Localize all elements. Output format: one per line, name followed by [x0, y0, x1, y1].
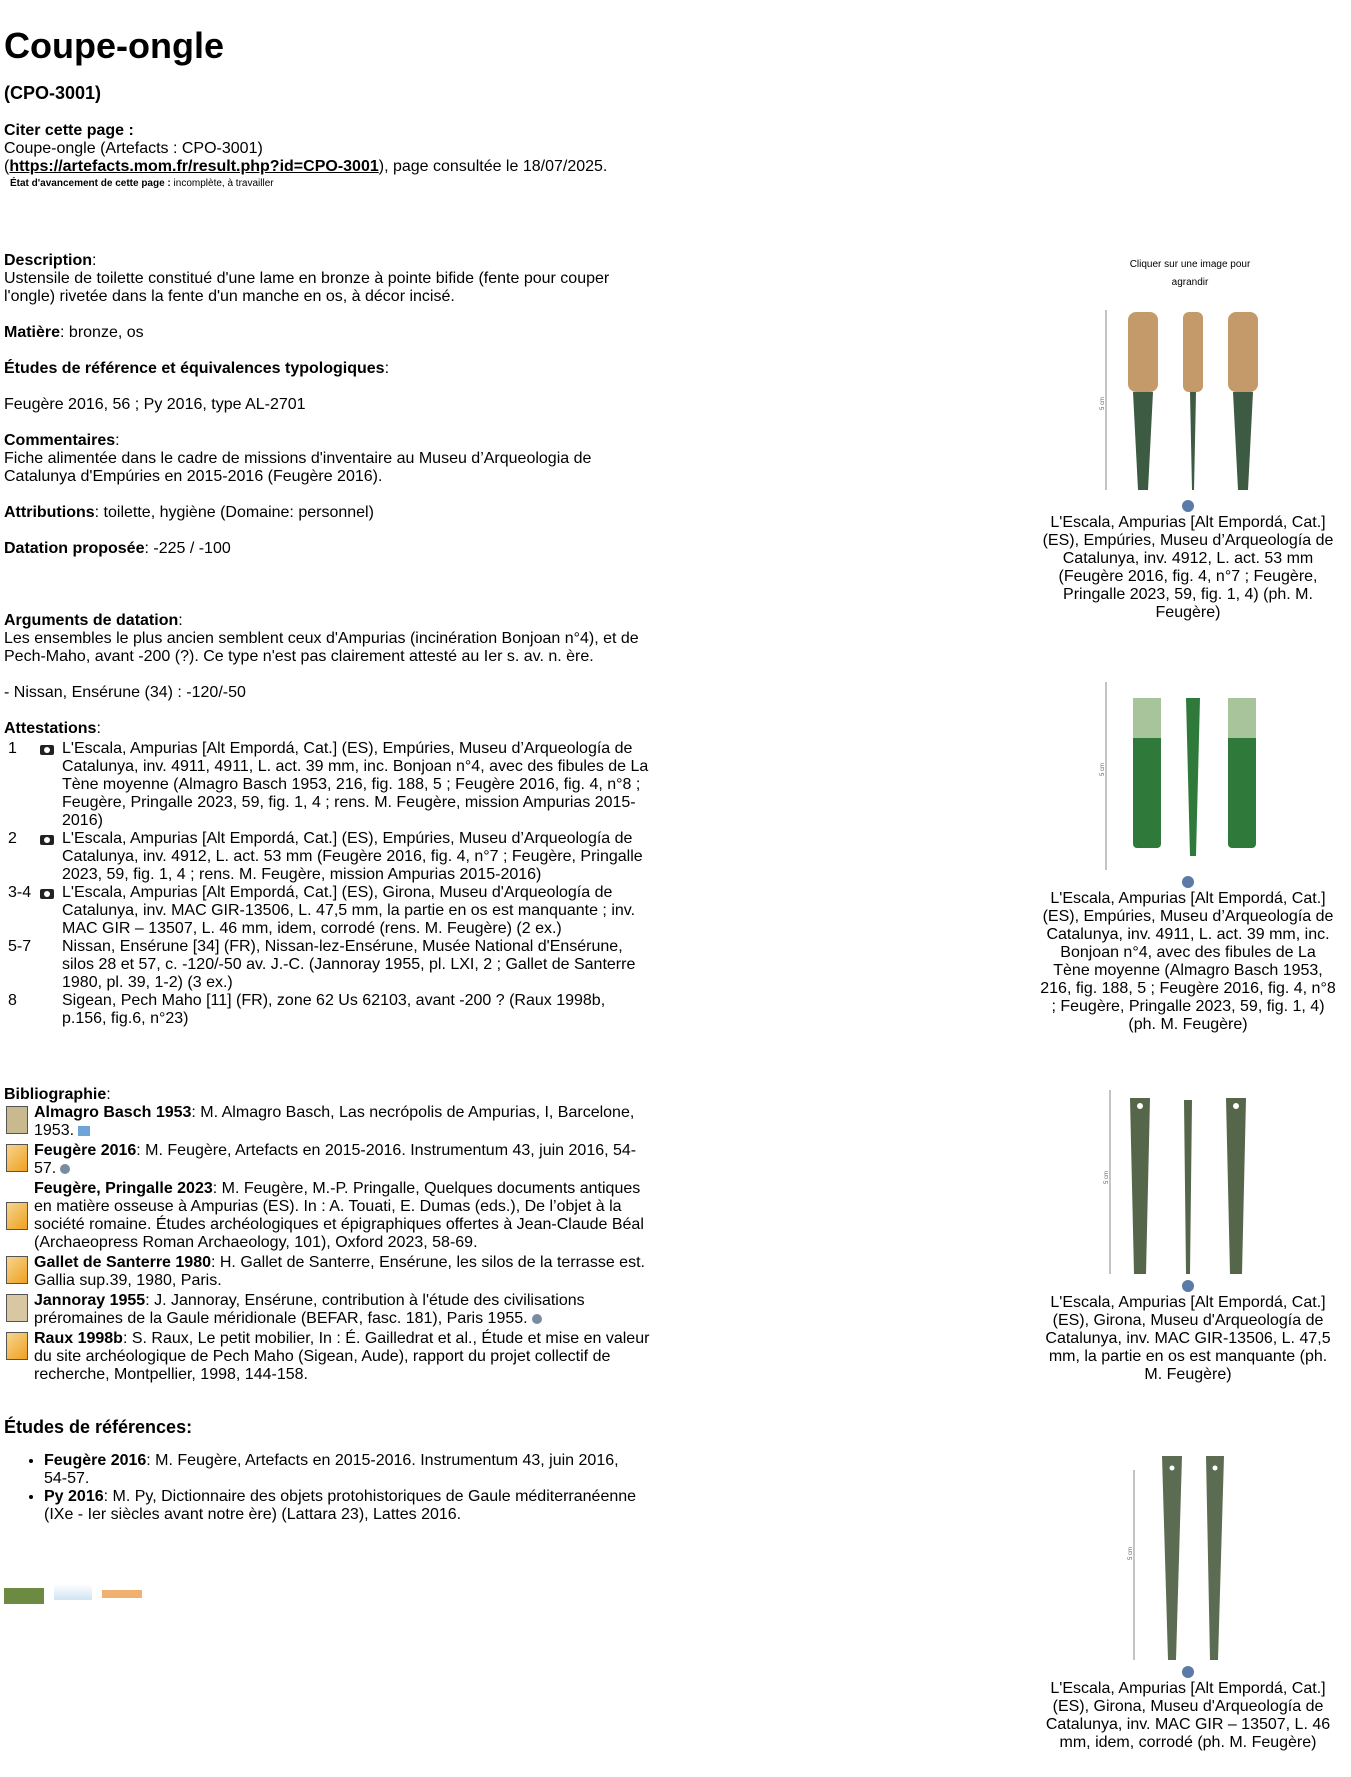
book-cover-icon[interactable] [6, 1106, 28, 1134]
bibliography-item [4, 1104, 654, 1140]
description-section: Description: Ustensile de toilette constitué d'une lame en bronze à pointe bifide (fente pour couper l'ongle) rivetée dans la fente d'un manche en os, à décor incisé. [4, 252, 644, 306]
artifact-image-3[interactable] [1098, 1084, 1278, 1280]
bibliography-text: : J. Jannoray, Ensérune, contribution à l'étude des civilisations préromaines de la Gaule méridionale (BEFAR, fasc. 181), Paris 1955. [34, 1292, 585, 1327]
figure-caption-2: L'Escala, Ampurias [Alt Empordá, Cat.] (ES), Empúries, Museu d’Arqueología de Catalunya, inv. 4911, L. act. 39 mm, inc. Bonjoan n°4, avec des fibules de La Tène moyenne (Almagro Basch 1953, 216, fig. 188, 5 ; Feugère 2016, fig. 4, n°8 ; Feugère, Pringalle 2023, 59, fig. 1, 4) (ph. M. Feugère) [1040, 890, 1336, 1033]
logo-artefacts[interactable] [54, 1584, 92, 1600]
bibliography-key: Raux 1998b [34, 1330, 123, 1347]
etudes-refs-section [4, 1418, 664, 1524]
attestation-photo-cell [40, 740, 62, 830]
etudes-refs-heading: Études de références: [4, 1417, 193, 1437]
book-cover-icon[interactable] [6, 1144, 28, 1172]
datation-text: -225 / -100 [153, 540, 231, 557]
attestations-section: Attestations: 1 L'Escala, Ampurias [Alt Empordá, Cat.] (ES), Empúries, Museu d’Arqueología de Catalunya, inv. 4911, 4911, L. act. 39 mm, inc. Bonjoan n°4, avec des fibules de La Tène moyenne (Almagro Basch 1953, 216, fig. 188, 5 ; Feugère 2016, fig. 4, n°8 ; Feugère, Pringalle 2023, 59, fig. 1, 4 ; rens. M. Feugère, mission Ampurias 2015-2016) 2 L'Escala, Ampurias [Alt Empordá, Cat.] (ES), Empúries, Museu d’Arqueología de Catalunya, inv. 4912, L. act. 53 mm (Feugère 2016, fig. 4, n°7 ; Feugère, Pringalle 2023, 59, fig. 1, 4 ; rens. M. Feugère, mission Ampurias 2015-2016) 3-4 L'Escala, Ampurias [Alt Empordá, Cat.] (ES), Girona, Museu d'Arqueología de Catalunya, inv. MAC GIR-13506, L. 47,5 mm, la partie en os est manquante ; inv. MAC GIR – 13507, L. 46 mm, idem, corrodé (rens. M. Feugère) (2 ex.) 5-7 Nissan, Ensérune [34] (FR), Nissan-lez-Ensérune, Musée National d'Ensérune, silos 28 et 57, c. -120/-50 av. J.-C. (Jannoray 1955, pl. LXI, 2 ; Gallet de Santerre 1980, pl. 39, 1-2) (3 ex.) 8 Sigean, Pech Maho [11] (FR), zone 62 Us 62103, avant -200 ? (Raux 1998b, p.156, fig.6, n°23) [4, 720, 654, 1028]
scale-label-4: 5 cm [1128, 1546, 1134, 1560]
bibliographie-label: Bibliographie [4, 1086, 107, 1103]
camera-icon[interactable] [40, 889, 54, 899]
cite-url-link[interactable]: https://artefacts.mom.fr/result.php?id=CPO-3001 [9, 158, 379, 175]
bibliography-item [4, 1254, 654, 1290]
page-title: Coupe-ongle [4, 25, 224, 66]
attestation-row [8, 938, 652, 992]
bibliography-key: Feugère, Pringalle 2023 [34, 1180, 213, 1197]
attestation-photo-cell [40, 938, 62, 992]
attestation-number: 8 [8, 992, 17, 1009]
figure-caption-1: L'Escala, Ampurias [Alt Empordá, Cat.] (ES), Empúries, Museu d’Arqueología de Catalunya, inv. 4912, L. act. 53 mm (Feugère 2016, fig. 4, n°7 ; Feugère, Pringalle 2023, 59, fig. 1, 4) (ph. M. Feugère) [1042, 514, 1334, 621]
reference-item [44, 1488, 644, 1524]
attributions-label: Attributions [4, 504, 95, 521]
figure-caption-4: L'Escala, Ampurias [Alt Empordá, Cat.] (ES), Girona, Museu d'Arqueología de Catalunya, inv. MAC GIR – 13507, L. 46 mm, idem, corrodé (ph. M. Feugère) [1045, 1680, 1331, 1751]
commentaires-section: Commentaires: Fiche alimentée dans le cadre de missions d'inventaire au Museu d’Arqueologia de Catalunya d'Empúries en 2015-2016 (Feugère 2016). [4, 432, 624, 486]
arguments-label: Arguments de datation [4, 612, 179, 629]
camera-icon[interactable] [40, 835, 54, 845]
datation-label: Datation proposée [4, 540, 145, 557]
bibliography-text: : M. Feugère, Artefacts en 2015-2016. Instrumentum 43, juin 2016, 54-57. [34, 1142, 637, 1177]
zoom-icon[interactable] [1182, 500, 1194, 512]
figure-2 [1040, 676, 1336, 1034]
bibliography-key: Feugère 2016 [34, 1142, 137, 1159]
status-label: État d'avancement de cette page : [10, 178, 171, 189]
bibliography-text: : H. Gallet de Santerre, Ensérune, les silos de la terrasse est. Gallia sup.39, 1980, Paris. [34, 1254, 645, 1289]
bibliography-text: : M. Feugère, M.-P. Pringalle, Quelques documents antiques en matière osseuse à Ampurias (ES). In : A. Touati, E. Dumas (eds.), De l’objet à la société romaine. Études archéologiques et épigraphiques offertes à Jean-Claude Béal (Archaeopress Roman Archaeology, 101), Oxford 2023, 58-69. [34, 1180, 644, 1251]
edit-icon[interactable] [78, 1126, 90, 1136]
link-icon[interactable] [60, 1164, 70, 1174]
logo-frantiq[interactable] [4, 1588, 44, 1604]
commentaires-label: Commentaires [4, 432, 116, 449]
matiere-label: Matière [4, 324, 61, 341]
etudes-text: Feugère 2016, 56 ; Py 2016, type AL-2701 [4, 396, 306, 413]
bibliography-key: Gallet de Santerre 1980 [34, 1254, 211, 1271]
attestation-text: Nissan, Ensérune [34] (FR), Nissan-lez-Ensérune, Musée National d'Ensérune, silos 28 et 57, c. -120/-50 av. J.-C. (Jannoray 1955, pl. LXI, 2 ; Gallet de Santerre 1980, pl. 39, 1-2) (3 ex.) [62, 938, 636, 991]
arguments-text: Les ensembles le plus ancien semblent ceux d'Ampurias (incinération Bonjoan n°4), et de Pech-Maho, avant -200 (?). Ce type n'est pas clairement attesté au Ier s. av. n. ère. [4, 630, 639, 665]
bibliographie-section: Bibliographie: Almagro Basch 1953: M. Almagro Basch, Las necrópolis de Ampurias, I, Barcelone, 1953. Feugère 2016: M. Feugère, Artefacts en 2015-2016. Instrumentum 43, juin 2016, 54-57. Feugère, Pringalle 2023: M. Feugère, M.-P. Pringalle, Quelques documents antiques en matière osseuse à Ampurias (ES). In : A. Touati, E. Dumas (eds.), De l’objet à la société romaine. Études archéologiques et épigraphiques offertes à Jean-Claude Béal (Archaeopress Roman Archaeology, 101), Oxford 2023, 58-69. Gallet de Santerre 1980: H. Gallet de Santerre, Ensérune, les silos de la terrasse est. Gallia sup.39, 1980, Paris. Jannoray 1955: J. Jannoray, Ensérune, contribution à l'étude des civilisations préromaines de la Gaule méridionale (BEFAR, fasc. 181), Paris 1955. Raux 1998b: S. Raux, Le petit mobilier, In : É. Gailledrat et al., Étude et mise en valeur du site archéologique de Pech Maho (Sigean, Aude), rapport du projet collectif de recherche, Montpellier, 1998, 144-158. [4, 1086, 664, 1386]
bibliography-key: Almagro Basch 1953 [34, 1104, 192, 1121]
attestation-text: Sigean, Pech Maho [11] (FR), zone 62 Us 62103, avant -200 ? (Raux 1998b, p.156, fig.6, n°23) [62, 992, 606, 1027]
figure-3 [1040, 1084, 1336, 1384]
object-code: (CPO-3001) [4, 83, 102, 103]
description-label: Description [4, 252, 93, 269]
zoom-icon[interactable] [1182, 1666, 1194, 1678]
book-cover-icon[interactable] [6, 1294, 28, 1322]
reference-key: Feugère 2016 [44, 1452, 147, 1469]
artifact-image-4[interactable] [1098, 1440, 1278, 1666]
attestation-row [8, 992, 652, 1028]
attestation-row [8, 884, 652, 938]
attestation-text: L'Escala, Ampurias [Alt Empordá, Cat.] (ES), Empúries, Museu d’Arqueología de Catalunya, inv. 4911, 4911, L. act. 39 mm, inc. Bonjoan n°4, avec des fibules de La Tène moyenne (Almagro Basch 1953, 216, fig. 188, 5 ; Feugère 2016, fig. 4, n°8 ; Feugère, Pringalle 2023, 59, fig. 1, 4 ; rens. M. Feugère, mission Ampurias 2015-2016) [62, 740, 649, 829]
attestation-photo-cell [40, 992, 62, 1028]
zoom-icon[interactable] [1182, 876, 1194, 888]
link-icon[interactable] [532, 1314, 542, 1324]
figure-1 [1040, 300, 1336, 622]
arguments-extra: - Nissan, Ensérune (34) : -120/-50 [4, 684, 246, 701]
scale-label-1: 5 cm [1100, 396, 1106, 410]
bibliography-text: : S. Raux, Le petit mobilier, In : É. Gailledrat et al., Étude et mise en valeur du site archéologique de Pech Maho (Sigean, Aude), rapport du projet collectif de recherche, Montpellier, 1998, 144-158. [34, 1330, 650, 1383]
bibliography-item [4, 1180, 654, 1252]
commentaires-text: Fiche alimentée dans le cadre de missions d'inventaire au Museu d’Arqueologia de Catalunya d'Empúries en 2015-2016 (Feugère 2016). [4, 450, 592, 485]
matiere-section: Matière: bronze, os [4, 324, 144, 341]
arguments-section: Arguments de datation: Les ensembles le plus ancien semblent ceux d'Ampurias (incinération Bonjoan n°4), et de Pech-Maho, avant -200 (?). Ce type n'est pas clairement attesté au Ier s. av. n. ère. - Nissan, Ensérune (34) : -120/-50 [4, 612, 654, 702]
attestation-text: L'Escala, Ampurias [Alt Empordá, Cat.] (ES), Empúries, Museu d’Arqueología de Catalunya, inv. 4912, L. act. 53 mm (Feugère 2016, fig. 4, n°7 ; Feugère, Pringalle 2023, 59, fig. 1, 4 ; rens. M. Feugère, mission Ampurias 2015-2016) [62, 830, 643, 883]
bibliography-item [4, 1330, 654, 1384]
etudes-label: Études de référence et équivalences typologiques [4, 360, 385, 377]
attestation-number: 1 [8, 740, 17, 757]
attestation-text: L'Escala, Ampurias [Alt Empordá, Cat.] (ES), Girona, Museu d'Arqueología de Catalunya, inv. MAC GIR-13506, L. 47,5 mm, la partie en os est manquante ; inv. MAC GIR – 13507, L. 46 mm, idem, corrodé (rens. M. Feugère) (2 ex.) [62, 884, 636, 937]
scale-label-3: 5 cm [1104, 1170, 1110, 1184]
reference-item [44, 1452, 644, 1488]
matiere-text: bronze, os [68, 324, 144, 341]
attestations-table [8, 740, 652, 1028]
attestation-number: 2 [8, 830, 17, 847]
figure-caption-3: L'Escala, Ampurias [Alt Empordá, Cat.] (ES), Girona, Museu d'Arqueología de Catalunya, inv. MAC GIR-13506, L. 47,5 mm, la partie en os est manquante (ph. M. Feugère) [1045, 1294, 1331, 1383]
cite-after: ), page consultée le 18/07/2025. [378, 158, 608, 175]
book-cover-icon[interactable] [6, 1332, 28, 1360]
image-click-note: Cliquer sur une image pour agrandir [1129, 259, 1251, 288]
logo-archeorient[interactable] [102, 1590, 142, 1598]
attestation-row [8, 740, 652, 830]
cite-block [4, 122, 644, 190]
cite-label: Citer cette page : [4, 122, 134, 139]
attestation-number: 5-7 [8, 938, 32, 955]
etudes-section: Études de référence et équivalences typologiques: Feugère 2016, 56 ; Py 2016, type AL-2701 [4, 360, 390, 413]
attributions-text: toilette, hygiène (Domaine: personnel) [103, 504, 374, 521]
reference-text: : M. Feugère, Artefacts en 2015-2016. Instrumentum 43, juin 2016, 54-57. [44, 1452, 619, 1487]
bibliography-item [4, 1292, 654, 1328]
attestation-photo-cell [40, 884, 62, 938]
bibliography-item [4, 1142, 654, 1178]
page-status [10, 178, 644, 190]
attestation-photo-cell [40, 830, 62, 884]
reference-key: Py 2016 [44, 1488, 104, 1505]
description-text: Ustensile de toilette constitué d'une lame en bronze à pointe bifide (fente pour couper l'ongle) rivetée dans la fente d'un manche en os, à décor incisé. [4, 270, 610, 305]
attestation-number: 3-4 [8, 884, 32, 901]
reference-text: : M. Py, Dictionnaire des objets protohistoriques de Gaule méditerranéenne (IXe - Ier siècles avant notre ère) (Lattara 23), Lattes 2016. [44, 1488, 637, 1523]
figure-4 [1040, 1440, 1336, 1752]
attributions-section: Attributions: toilette, hygiène (Domaine: personnel) [4, 504, 374, 521]
artifact-image-1[interactable] [1098, 300, 1278, 500]
camera-icon[interactable] [40, 745, 54, 755]
zoom-icon[interactable] [1182, 1280, 1194, 1292]
datation-section: Datation proposée: -225 / -100 [4, 540, 231, 557]
bibliography-key: Jannoray 1955 [34, 1292, 146, 1309]
status-value: incomplète, à travailler [173, 178, 274, 189]
artifact-image-2[interactable] [1098, 676, 1278, 876]
cite-open: ( [4, 158, 10, 175]
scale-label-2: 5 cm [1100, 762, 1106, 776]
book-cover-icon[interactable] [6, 1202, 28, 1230]
bibliography-text: : M. Almagro Basch, Las necrópolis de Ampurias, I, Barcelone, 1953. [34, 1104, 635, 1139]
attestation-row [8, 830, 652, 884]
book-cover-icon[interactable] [6, 1256, 28, 1284]
attestations-label: Attestations [4, 720, 97, 737]
cite-line1: Coupe-ongle (Artefacts : CPO-3001) [4, 140, 263, 157]
